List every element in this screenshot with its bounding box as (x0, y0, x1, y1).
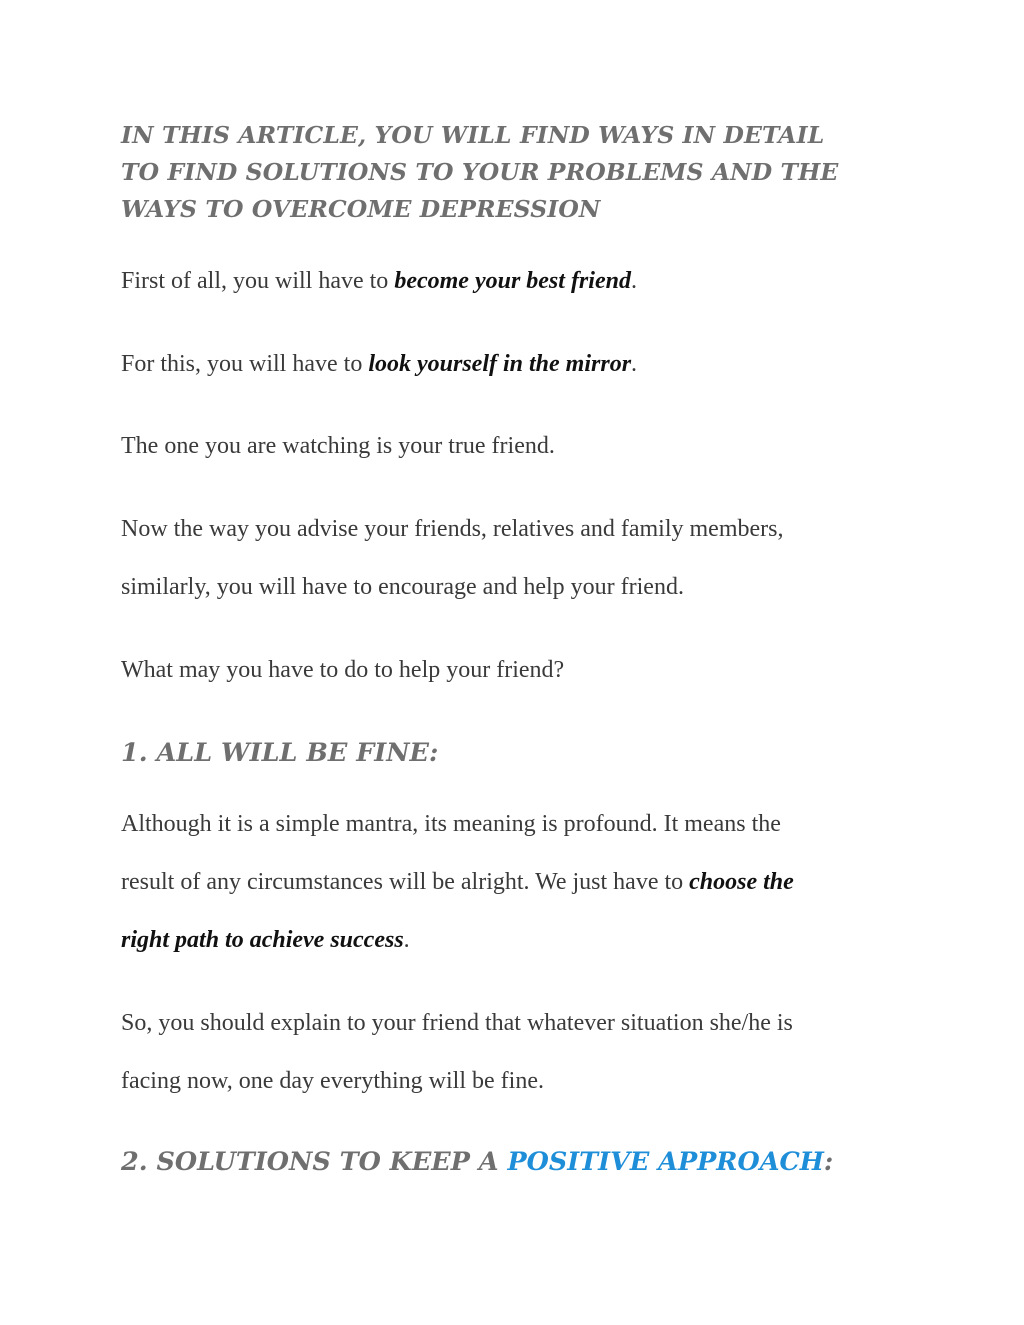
paragraph-line: Now the way you advise your friends, relatives and family members, (121, 516, 784, 542)
paragraph-mantra (121, 795, 921, 969)
paragraph-advise-friends (121, 500, 921, 616)
article-title-line: WAYS TO OVERCOME DEPRESSION (121, 195, 601, 223)
paragraph-line (121, 911, 921, 969)
paragraph-text: . (631, 351, 638, 377)
heading-text: 2. SOLUTIONS TO KEEP A (121, 1147, 508, 1177)
paragraph-text: . (403, 927, 410, 953)
section-heading-all-will-be-fine: 1. ALL WILL BE FINE: (121, 738, 439, 768)
paragraph-line: So, you should explain to your friend that whatever situation she/he is (121, 1010, 793, 1036)
paragraph-explain-to-friend (121, 994, 921, 1110)
paragraph-best-friend (121, 252, 921, 310)
paragraph-text: . (630, 268, 637, 294)
paragraph-line (121, 853, 921, 911)
paragraph-line: similarly, you will have to encourage and help your friend. (121, 574, 684, 600)
positive-approach-link[interactable]: POSITIVE APPROACH (507, 1147, 824, 1177)
article-title-line: IN THIS ARTICLE, YOU WILL FIND WAYS IN DETAIL (121, 121, 825, 149)
paragraph-line: facing now, one day everything will be fine. (121, 1068, 544, 1094)
paragraph-text: First of all, you will have to (121, 268, 395, 294)
paragraph-line: Although it is a simple mantra, its meaning is profound. It means the (121, 811, 781, 837)
heading-text: : (823, 1147, 834, 1177)
article-title-line: TO FIND SOLUTIONS TO YOUR PROBLEMS AND THE (121, 158, 839, 186)
paragraph-text: For this, you will have to (121, 351, 369, 377)
paragraph-text: result of any circumstances will be alright. We just have to (121, 869, 690, 895)
paragraph-mirror (121, 335, 921, 393)
emphasis-text: choose the (689, 869, 794, 895)
paragraph-true-friend: The one you are watching is your true friend. (121, 433, 555, 459)
emphasis-text: right path to achieve success (121, 927, 404, 953)
emphasis-text: look yourself in the mirror (368, 351, 632, 377)
emphasis-text: become your best friend (394, 268, 631, 294)
paragraph-question: What may you have to do to help your friend? (121, 657, 565, 683)
article-title (121, 117, 921, 228)
section-heading-positive-approach (121, 1144, 921, 1180)
